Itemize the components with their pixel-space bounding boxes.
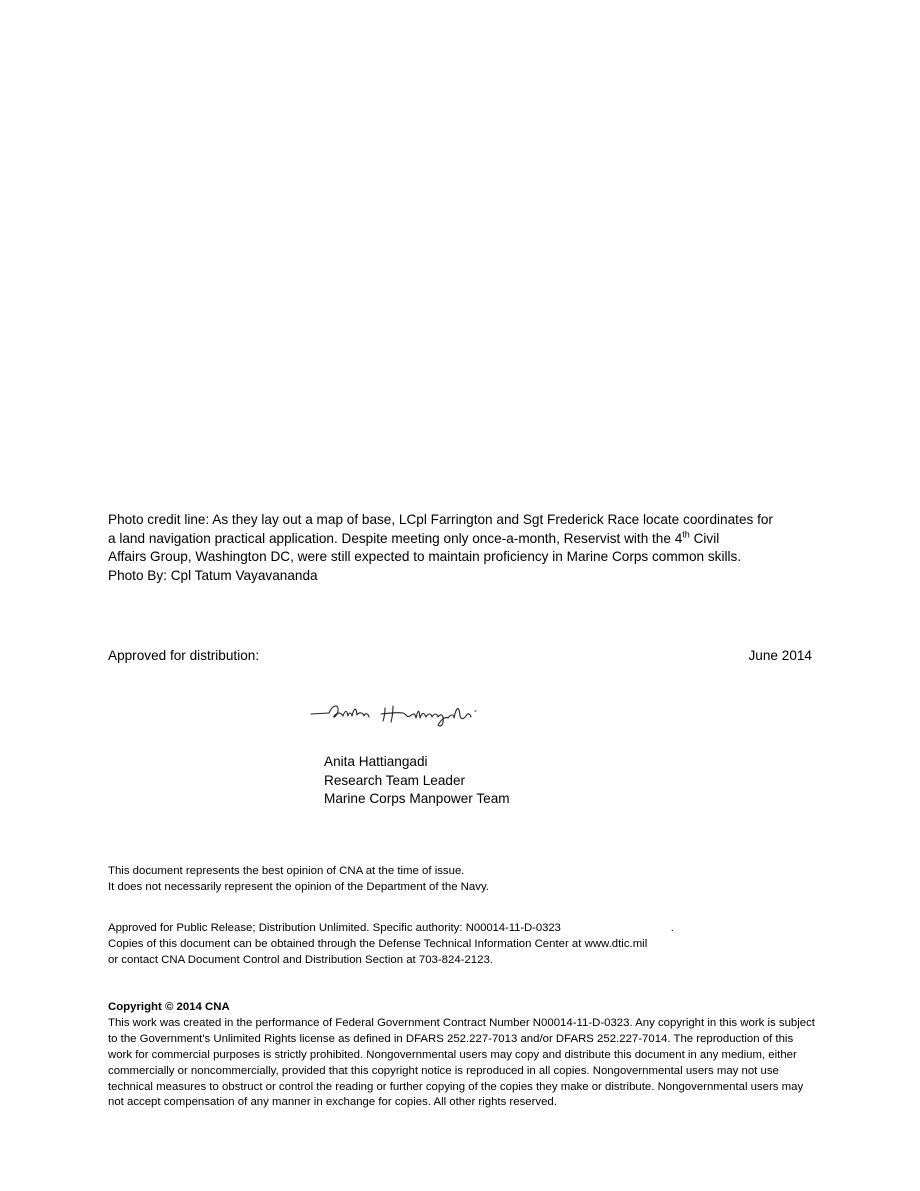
signer-block [324,753,510,809]
photo-credit-line-2-end: Civil [689,530,720,546]
release-authority-text: Approved for Public Release; Distribution Unlimited. Specific authority: [108,922,466,934]
copyright-body [108,1016,820,1111]
copyright-body-rest: . Any copyright in this work is subject to the Government's Unlimited Rights license as defined in DFARS 252.227-7013 and/or DFARS 252.227-7014. The reproduction of this work for commercial purposes is strictly prohibited. Nongovernmental users may copy and distribute this document in any medium, either commercially or noncommercially, provided that this copyright notice is reproduced in all copies. Nongovernmental users may not use technical measures to obstruct or control the reading or further copying of the copies they make or distribute. Nongovernmental users may not accept compensation of any manner in exchange for copies. All other rights reserved. [108,1016,815,1109]
photo-credit-line-2 [108,530,820,549]
approved-for-distribution-label: Approved for distribution: [108,648,260,663]
opinion-line-1: This document represents the best opinion of CNA at the time of issue. [108,865,465,877]
photo-credit-line-2-text: a land navigation practical application. Despite meeting only once-a-month, Reservist with the 4 [108,530,683,546]
signer-title: Research Team Leader [324,772,466,788]
opinion-line-2: It does not necessarily represent the opinion of the Department of the Navy. [108,881,489,893]
release-line-2: Copies of this document can be obtained through the Defense Technical Information Center at www.dtic.mil [108,938,648,950]
handwritten-signature [305,692,515,740]
copyright-heading: Copyright © 2014 CNA [108,1001,230,1013]
ordinal-suffix: th [682,528,690,539]
release-line-3: or contact CNA Document Control and Distribution Section at 703-824-2123. [108,954,493,966]
photo-credit-line-4: Photo By: Cpl Tatum Vayavananda [108,567,318,583]
publication-date: June 2014 [748,648,812,663]
release-line-1 [108,920,820,936]
signer-name: Anita Hattiangadi [324,754,428,769]
release-line-1-end: . [670,922,674,934]
photo-credit-line-3: Affairs Group, Washington DC, were still expected to maintain proficiency in Marine Corps common skills. [108,549,742,564]
photo-credit-line-1: Photo credit line: As they lay out a map of base, LCpl Farrington and Sgt Frederick Race locate coordinates for [108,512,773,527]
copyright-contract-number: N00014-11-D-0323 [532,1016,630,1029]
opinion-disclaimer [108,863,489,895]
release-statement [108,920,820,968]
copyright-notice [108,1000,820,1111]
signer-team: Marine Corps Manpower Team [324,791,510,807]
copyright-body-text: This work was created in the performance of Federal Government Contract Number [108,1016,533,1029]
contract-number: N00014-11-D-0323 [465,922,561,934]
photo-credit [108,511,820,585]
